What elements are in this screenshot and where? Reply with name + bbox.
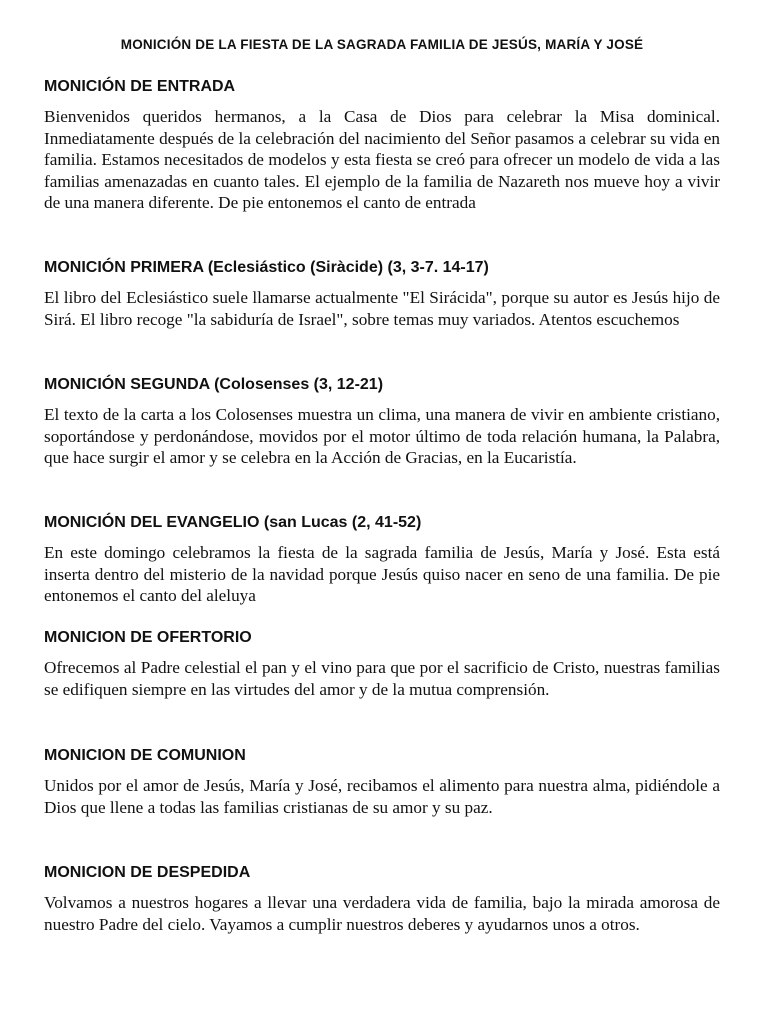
- section-heading: MONICIÓN DE ENTRADA: [44, 78, 236, 95]
- section-heading: MONICIÓN DEL EVANGELIO (san Lucas (2, 41-52): [44, 514, 422, 531]
- section-heading: MONICION DE DESPEDIDA: [44, 864, 251, 881]
- section-body: Ofrecemos al Padre celestial el pan y el vino para que por el sacrificio de Cristo, nuestras familias se edifiquen siempre en las virtudes del amor y de la mutua comprensión.: [44, 658, 720, 699]
- section-comunion: [44, 746, 720, 818]
- section-body: Volvamos a nuestros hogares a llevar una verdadera vida de familia, bajo la mirada amorosa de nuestro Padre del cielo. Vayamos a cumplir nuestros deberes y ayudarnos unos a otros.: [44, 893, 720, 934]
- section-ofertorio: [44, 628, 720, 700]
- section-body: El libro del Eclesiástico suele llamarse actualmente "El Sirácida", porque su autor es Jesús hijo de Sirá. El libro recoge "la sabiduría de Israel", sobre temas muy variados. Atentos escuchemos: [44, 288, 720, 329]
- section-entrada: [44, 77, 720, 214]
- section-body: Bienvenidos queridos hermanos, a la Casa de Dios para celebrar la Misa dominical. Inmediatamente después de la celebración del nacimiento del Señor pasamos a celebrar su vida en familia. Estamos necesitados de modelos y esta fiesta se creó para ofrecer un modelo de vida a las familias amenazadas en cuanto tales. El ejemplo de la familia de Nazareth nos mueve hoy a vivir de una manera diferente. De pie entonemos el canto de entrada: [44, 107, 720, 213]
- section-body: En este domingo celebramos la fiesta de la sagrada familia de Jesús, María y José. Esta está inserta dentro del misterio de la navidad porque Jesús quiso nacer en seno de una familia. De pie entonemos el canto del aleluya: [44, 543, 720, 606]
- section-body: El texto de la carta a los Colosenses muestra un clima, una manera de vivir en ambiente cristiano, soportándose y perdonándose, movidos por el motor último de toda relación humana, la Palabra, que hace surgir el amor y se celebra en la Acción de Gracias, en la Eucaristía.: [44, 405, 720, 468]
- document-page: [44, 0, 720, 1024]
- section-evangelio: [44, 513, 720, 607]
- section-primera: [44, 258, 720, 330]
- document-title: MONICIÓN DE LA FIESTA DE LA SAGRADA FAMILIA DE JESÚS, MARÍA Y JOSÉ: [120, 37, 644, 52]
- section-heading: MONICIÓN SEGUNDA (Colosenses (3, 12-21): [44, 376, 384, 393]
- section-body: Unidos por el amor de Jesús, María y José, recibamos el alimento para nuestra alma, pidiéndole a Dios que llene a todas las familias cristianas de su amor y su paz.: [44, 776, 720, 817]
- section-heading: MONICIÓN PRIMERA (Eclesiástico (Siràcide) (3, 3-7. 14-17): [44, 259, 489, 276]
- section-despedida: [44, 863, 720, 935]
- section-heading: MONICION DE COMUNION: [44, 747, 246, 764]
- section-segunda: [44, 375, 720, 469]
- section-heading: MONICION DE OFERTORIO: [44, 629, 252, 646]
